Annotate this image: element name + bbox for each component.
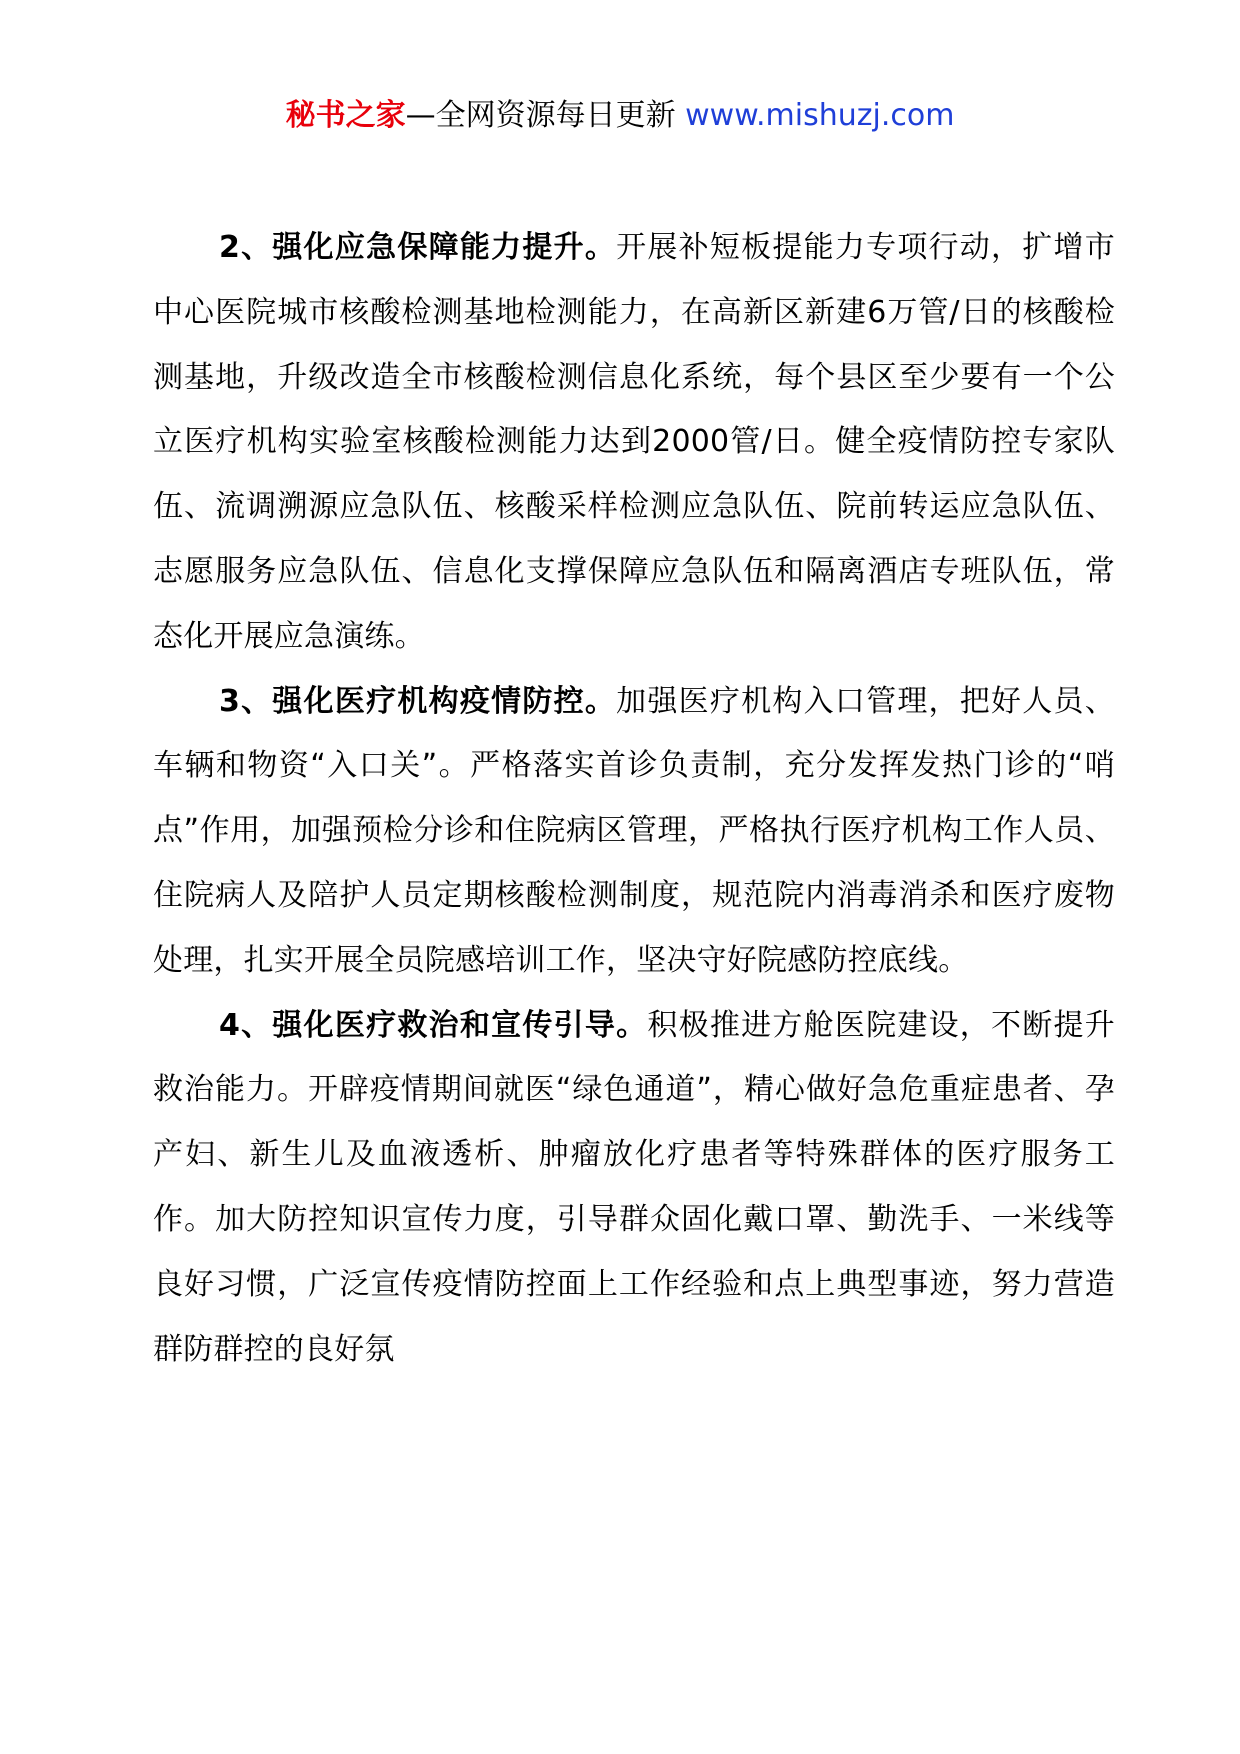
brand-name: 秘书之家 <box>285 98 406 133</box>
paragraph-heading: 3、强化医疗机构疫情防控。 <box>219 683 617 719</box>
document-body <box>153 216 1115 1382</box>
paragraph-item-4 <box>153 994 1115 1383</box>
paragraph-item-3 <box>153 670 1115 994</box>
site-url-link[interactable]: www.mishuzj.com <box>685 98 955 133</box>
paragraph-text: 积极推进方舱医院建设，不断提升救治能力。开辟疫情期间就医“绿色通道”，精心做好急危重症患者、孕产妇、新生儿及血液透析、肿瘤放化疗患者等特殊群体的医疗服务工作。加大防控知识宣传力度，引导群众固化戴口罩、勤洗手、一米线等良好习惯，广泛宣传疫情防控面上工作经验和点上典型事迹，努力营造群防群控的良好氛 <box>153 1007 1115 1367</box>
site-header <box>0 96 1240 136</box>
paragraph-item-2 <box>153 216 1115 670</box>
header-tagline: —全网资源每日更新 <box>405 98 676 133</box>
paragraph-text: 加强医疗机构入口管理，把好人员、车辆和物资“入口关”。严格落实首诊负责制，充分发挥发热门诊的“哨点”作用，加强预检分诊和住院病区管理，严格执行医疗机构工作人员、住院病人及陪护人员定期核酸检测制度，规范院内消毒消杀和医疗废物处理，扎实开展全员院感培训工作，坚决守好院感防控底线。 <box>153 683 1115 978</box>
paragraph-heading: 2、强化应急保障能力提升。 <box>219 230 617 265</box>
paragraph-heading: 4、强化医疗救治和宣传引导。 <box>219 1007 648 1043</box>
paragraph-text: 开展补短板提能力专项行动，扩增市中心医院城市核酸检测基地检测能力，在高新区新建6万管/日的核酸检测基地，升级改造全市核酸检测信息化系统，每个县区至少要有一个公立医疗机构实验室核酸检测能力达到2000管/日。健全疫情防控专家队伍、流调溯源应急队伍、核酸采样检测应急队伍、院前转运应急队伍、志愿服务应急队伍、信息化支撑保障应急队伍和隔离酒店专班队伍，常态化开展应急演练。 <box>153 230 1115 654</box>
